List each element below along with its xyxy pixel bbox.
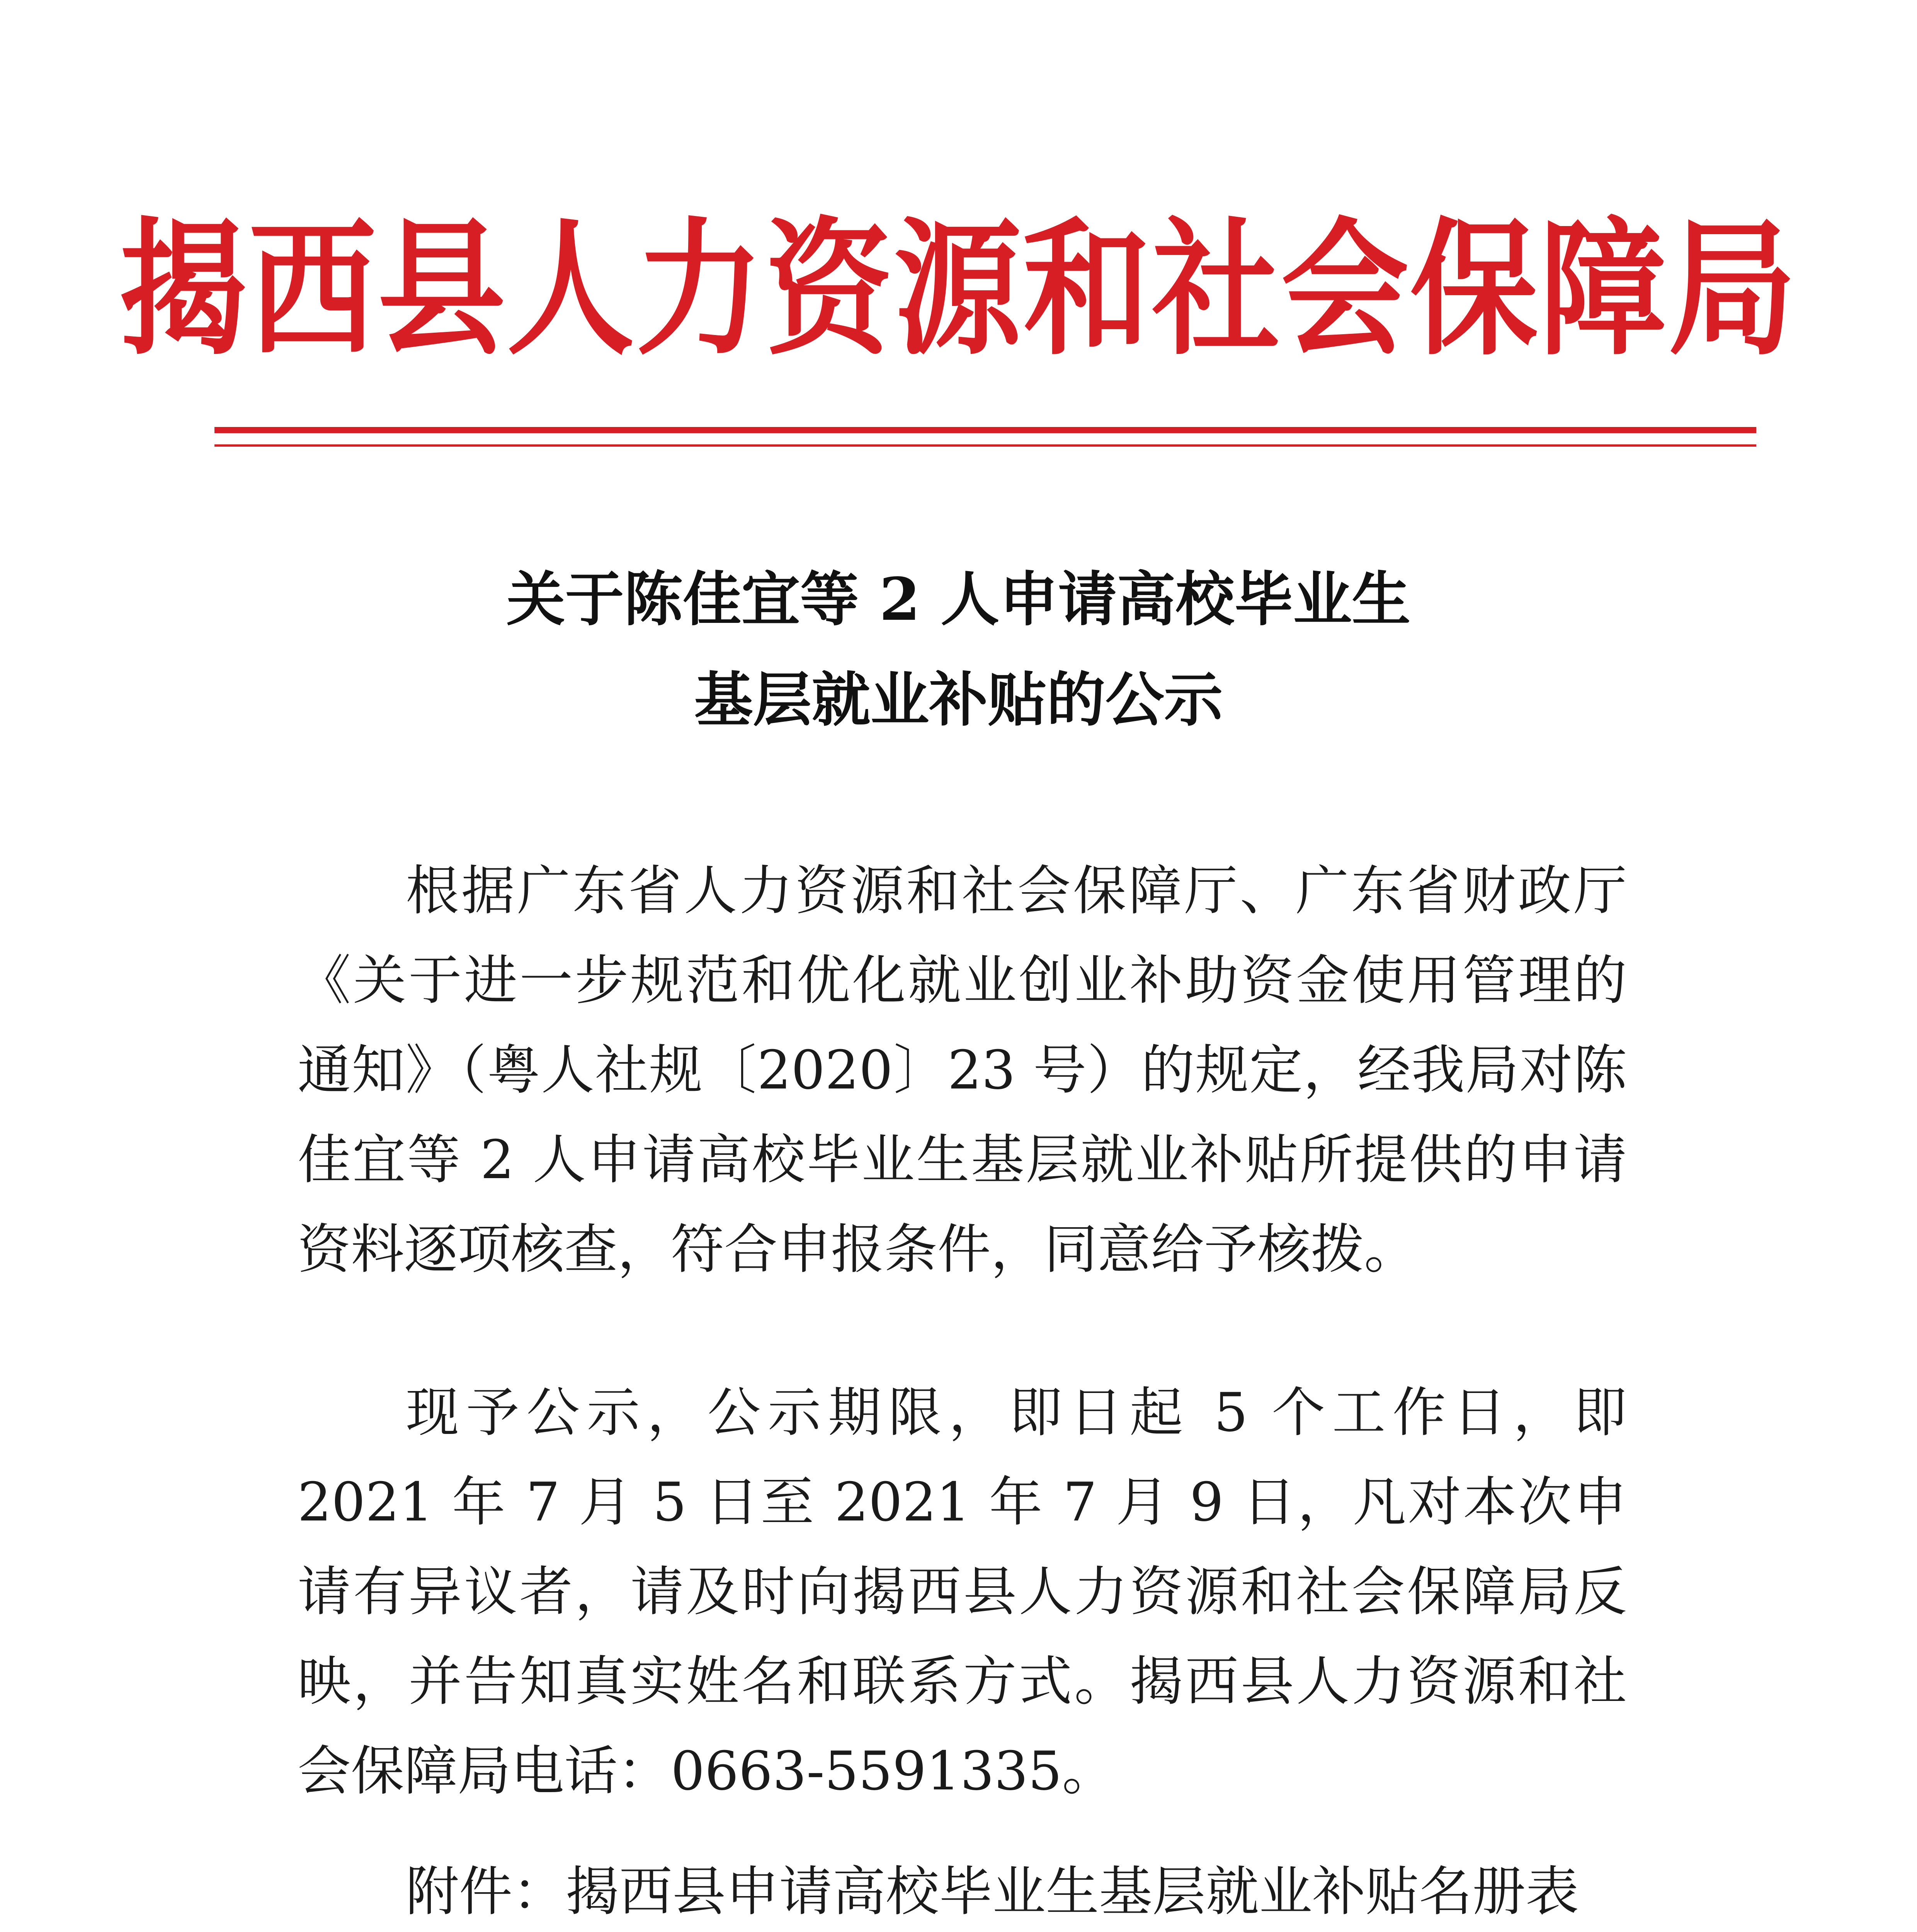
letterhead-title: 揭西县人力资源和社会保障局 — [119, 204, 1798, 375]
body-paragraph-2: 现予公示，公示期限，即日起 5 个工作日，即 2021 年 7 月 5 日至 2021 年 7 月 9 日，凡对本次申请有异议者，请及时向揭西县人力资源和社会保障局反映，并告知真实姓名和联系方式。揭西县人力资源和社会保障局电话：0663-5591335。 — [298, 1381, 1627, 1802]
notice-title-line-2: 基层就业补贴的公示 — [694, 665, 1223, 734]
letterhead-rule-thick — [214, 427, 1756, 433]
notice-title-line-1: 关于陈佳宜等 2 人申请高校毕业生 — [506, 565, 1411, 634]
letterhead-rule-thin — [214, 444, 1756, 447]
attachment-line: 附件：揭西县申请高校毕业生基层就业补贴名册表 — [406, 1861, 1579, 1923]
body-paragraph-1: 根据广东省人力资源和社会保障厅、广东省财政厅《关于进一步规范和优化就业创业补助资金使用管理的通知》（粤人社规〔2020〕23 号）的规定，经我局对陈佳宜等 2 人申请高校毕业生基层就业补贴所提供的申请资料逐项核查，符合申报条件，同意给予核拨。 — [298, 860, 1627, 1281]
